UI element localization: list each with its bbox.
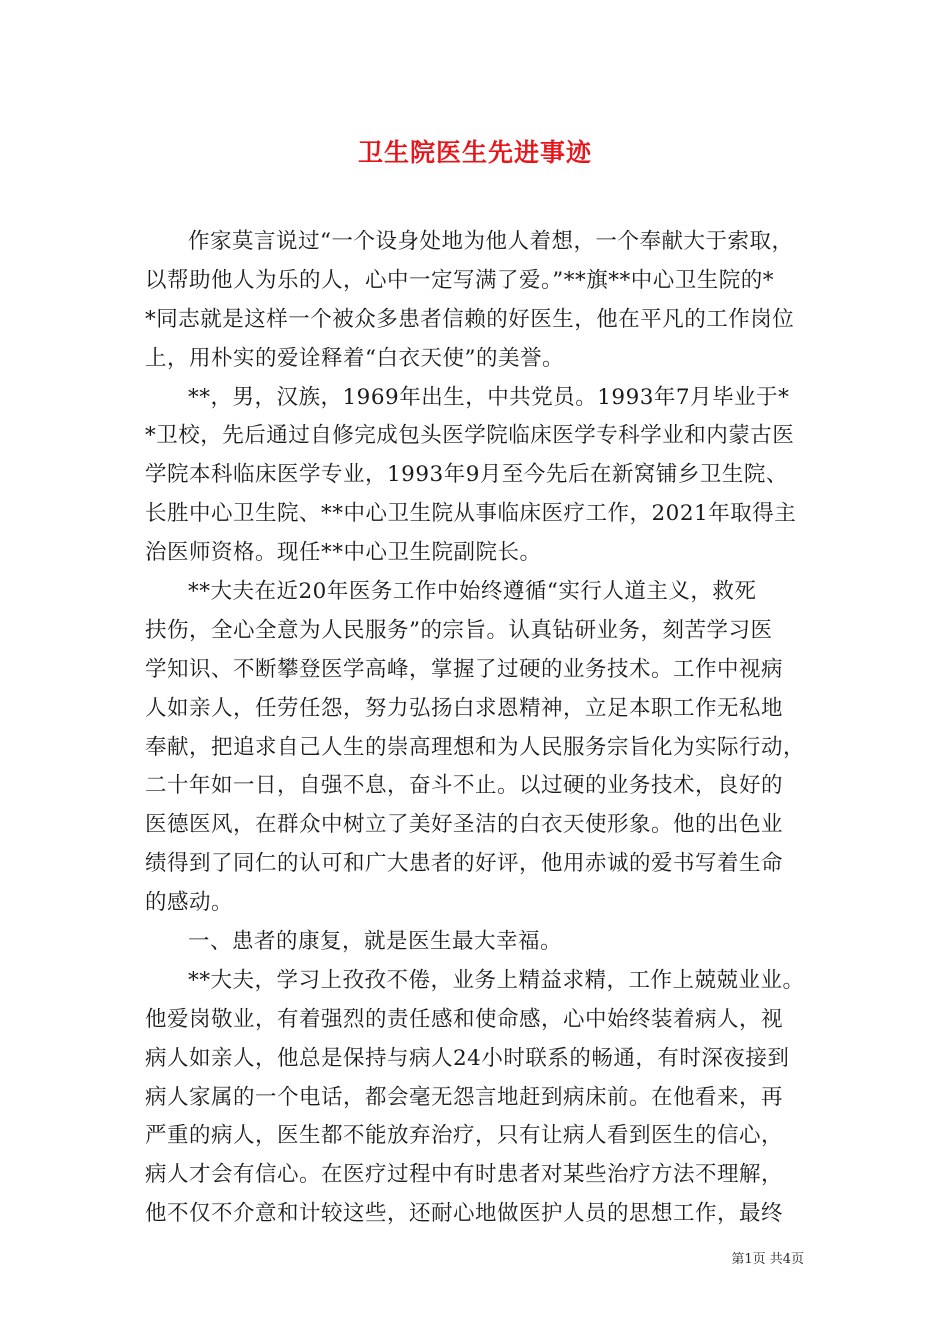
text-line: 病人家属的一个电话，都会毫无怨言地赶到病床前。在他看来，再 <box>145 1084 784 1110</box>
section-heading: 一、患者的康复，就是医生最大幸福。 <box>188 929 563 955</box>
text-line: 奉献，把追求自己人生的崇高理想和为人民服务宗旨化为实际行动， <box>145 734 806 760</box>
text-line: **大夫，学习上孜孜不倦，业务上精益求精，工作上兢兢业业。 <box>188 967 805 993</box>
text-line: 绩得到了同仁的认可和广大患者的好评，他用赤诚的爱书写着生命 <box>145 851 784 877</box>
text-line: 扶伤，全心全意为人民服务”的宗旨。认真钻研业务，刻苦学习医 <box>145 617 773 643</box>
text-line: 学院本科临床医学专业，1993年9月至今先后在新窝铺乡卫生院、 <box>145 462 788 488</box>
document-title: 卫生院医生先进事迹 <box>357 138 592 167</box>
text-line: 学知识、不断攀登医学高峰，掌握了过硬的业务技术。工作中视病 <box>145 656 784 682</box>
text-line: 人如亲人，任劳任怨，努力弘扬白求恩精神，立足本职工作无私地 <box>145 695 784 721</box>
text-line: 病人如亲人，他总是保持与病人24小时联系的畅通，有时深夜接到 <box>145 1045 790 1071</box>
text-line: 医德医风，在群众中树立了美好圣洁的白衣天使形象。他的出色业 <box>145 812 784 838</box>
text-line: *同志就是这样一个被众多患者信赖的好医生，他在平凡的工作岗位 <box>145 306 795 332</box>
text-line: 治医师资格。现任**中心卫生院副院长。 <box>145 540 542 566</box>
text-line: 上，用朴实的爱诠释着“白衣天使”的美誉。 <box>145 345 564 371</box>
text-line: **，男，汉族，1969年出生，中共党员。1993年7月毕业于* <box>188 384 790 410</box>
text-line: 作家莫言说过“一个设身处地为他人着想，一个奉献大于索取， <box>188 229 794 254</box>
text-line: 长胜中心卫生院、**中心卫生院从事临床医疗工作，2021年取得主 <box>145 501 797 527</box>
text-line: 他不仅不介意和计较这些，还耐心地做医护人员的思想工作，最终 <box>145 1201 784 1227</box>
text-line: *卫校，先后通过自修完成包头医学院临床医学专科学业和内蒙古医 <box>145 423 795 449</box>
document-body <box>145 223 825 1234</box>
text-line: 二十年如一日，自强不息，奋斗不止。以过硬的业务技术，良好的 <box>145 773 784 799</box>
text-line: 病人才会有信心。在医疗过程中有时患者对某些治疗方法不理解， <box>145 1162 784 1188</box>
text-line: 以帮助他人为乐的人，心中一定写满了爱。”**旗**中心卫生院的* <box>145 267 774 293</box>
text-line: **大夫在近20年医务工作中始终遵循“实行人道主义，救死 <box>188 579 757 605</box>
text-line: 严重的病人，医生都不能放弃治疗，只有让病人看到医生的信心， <box>145 1123 784 1149</box>
text-line: 的感动。 <box>145 890 234 916</box>
page-number: 第1页 共4页 <box>731 1252 804 1267</box>
text-line: 他爱岗敬业，有着强烈的责任感和使命感，心中始终装着病人，视 <box>145 1006 784 1032</box>
